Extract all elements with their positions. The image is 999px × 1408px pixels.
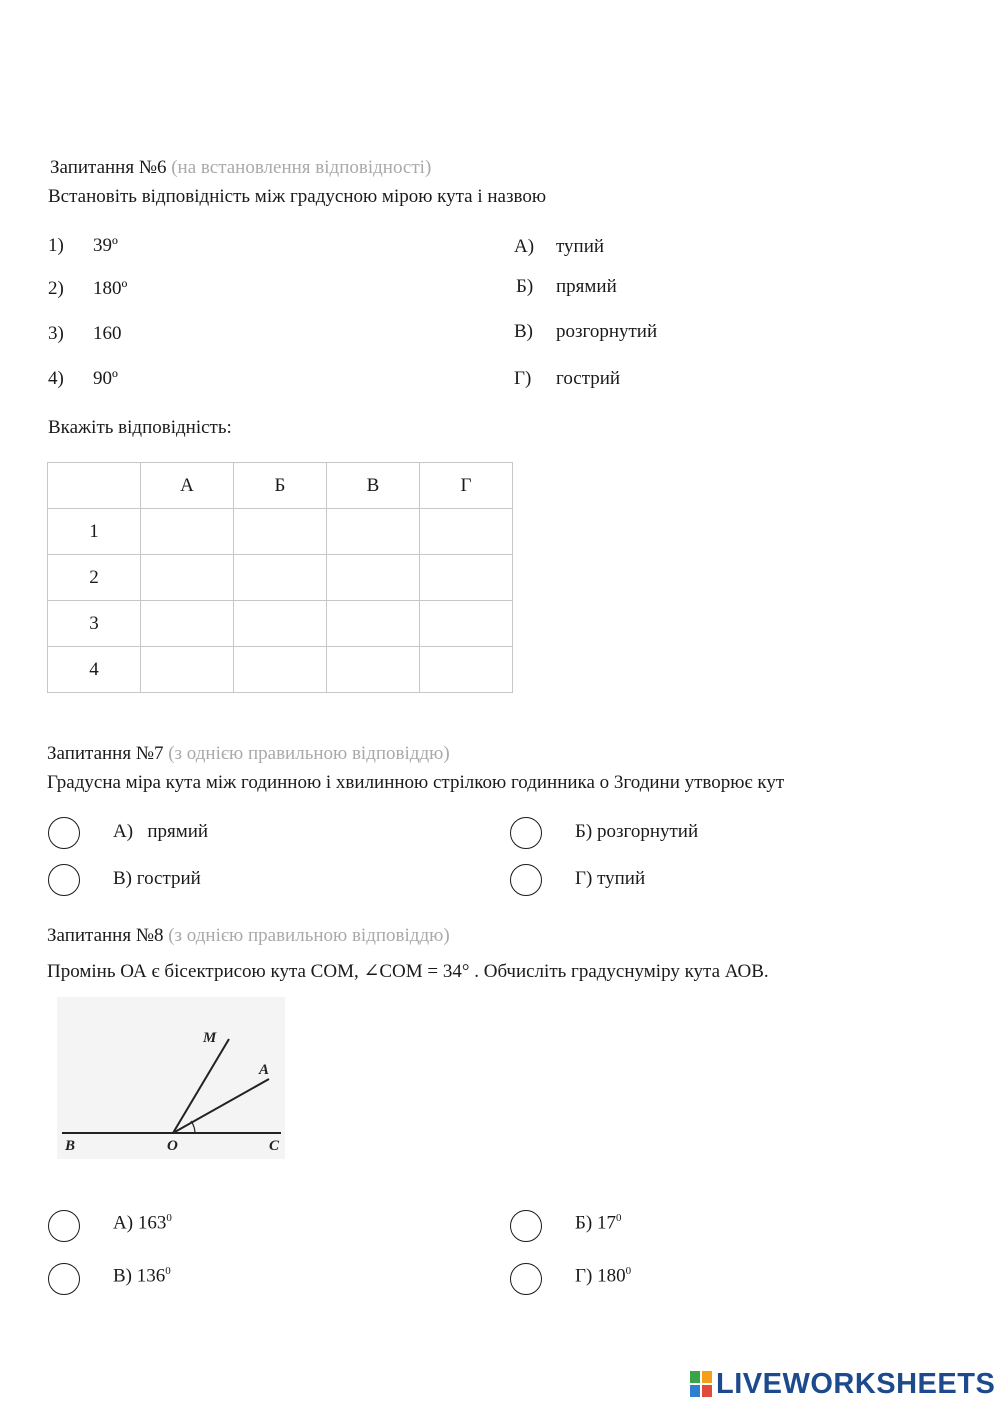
degree-sup: 0 [616, 1212, 622, 1224]
item-text: прямий [556, 276, 617, 297]
table-row [48, 601, 513, 647]
q7-option-g-radio[interactable] [510, 864, 542, 896]
option-text: тупий [597, 868, 646, 889]
answer-cell[interactable] [234, 509, 327, 555]
q6-hint: (на встановлення відповідності) [171, 157, 432, 178]
answer-cell[interactable] [141, 647, 234, 693]
answer-cell[interactable] [327, 647, 420, 693]
item-letter: А) [514, 236, 535, 257]
option-letter: А) [113, 1212, 134, 1234]
item-text: розгорнутий [556, 321, 658, 342]
q8-hint: (з однією правильною відповіддю) [168, 925, 450, 946]
answer-cell[interactable] [141, 601, 234, 647]
q6-title: Запитання №6 [50, 157, 167, 178]
q8-option-a-radio[interactable] [48, 1210, 80, 1242]
item-text: гострий [556, 368, 621, 389]
q8-option-a-label [113, 1212, 172, 1234]
logo-text: LIVEWORKSHEETS [716, 1367, 996, 1400]
q7-title: Запитання №7 [47, 743, 164, 764]
option-letter: В) [113, 868, 132, 889]
table-corner-cell [48, 463, 141, 509]
table-row [48, 509, 513, 555]
row-header: 2 [48, 555, 141, 601]
logo-blocks-icon [690, 1371, 712, 1397]
item-value: 160 [93, 323, 122, 344]
q8-option-g-label [575, 1265, 631, 1287]
answer-cell[interactable] [327, 555, 420, 601]
label-o: O [167, 1138, 178, 1154]
q7-prompt: Градусна міра кута між годинною і хвилинною стрілкою годинника о 3години утворює кут [47, 772, 785, 793]
angle-diagram [57, 997, 285, 1159]
col-header: В [327, 463, 420, 509]
q6-left-item-4 [48, 368, 118, 390]
q6-left-item-2 [48, 278, 128, 300]
q7-option-g-label [575, 868, 645, 890]
item-text: тупий [556, 236, 605, 257]
label-c: C [269, 1138, 280, 1154]
q7-option-a-label [113, 821, 208, 843]
q6-right-item-a [514, 236, 605, 258]
label-b: B [65, 1138, 76, 1154]
answer-cell[interactable] [141, 555, 234, 601]
option-value: 136 [136, 1265, 166, 1287]
degree-sup: 0 [165, 1265, 171, 1277]
option-value: 163 [137, 1212, 167, 1234]
option-letter: Г) [575, 1265, 593, 1287]
option-letter: В) [113, 1265, 132, 1287]
item-value: 39º [93, 235, 118, 256]
angle-figure [57, 997, 285, 1159]
q8-option-v-label [113, 1265, 171, 1287]
q6-match-table [47, 462, 513, 693]
q6-left-item-1 [48, 235, 118, 257]
q8-option-v-radio[interactable] [48, 1263, 80, 1295]
q6-instruction: Вкажіть відповідність: [48, 417, 232, 438]
q7-option-v-label [113, 868, 201, 890]
q8-title: Запитання №8 [47, 925, 164, 946]
item-letter: В) [514, 321, 533, 342]
option-letter: Б) [575, 1212, 593, 1234]
answer-cell[interactable] [420, 601, 513, 647]
q6-right-item-g [514, 368, 621, 390]
answer-cell[interactable] [141, 509, 234, 555]
q8-prompt: Промінь ОА є бісектрисою кута СОМ, ∠СОМ = 34° . Обчисліть градуснуміру кута АОВ. [47, 961, 769, 982]
item-value: 180º [93, 278, 128, 299]
label-a: A [259, 1062, 270, 1078]
q8-option-b-label [575, 1212, 622, 1234]
item-number: 3) [48, 323, 64, 344]
table-row [48, 647, 513, 693]
ray-oa [173, 1079, 269, 1133]
q7-heading [47, 743, 450, 765]
ray-om [173, 1039, 229, 1133]
q8-option-g-radio[interactable] [510, 1263, 542, 1295]
q7-option-b-label [575, 821, 698, 843]
item-number: 1) [48, 235, 64, 256]
col-header: А [141, 463, 234, 509]
q6-prompt: Встановіть відповідність між градусною мірою кута і назвою [48, 186, 547, 207]
item-number: 4) [48, 368, 64, 389]
q6-right-item-v [514, 321, 658, 343]
q7-hint: (з однією правильною відповіддю) [168, 743, 450, 764]
q7-option-b-radio[interactable] [510, 817, 542, 849]
row-header: 1 [48, 509, 141, 555]
item-value: 90º [93, 368, 118, 389]
q6-right-item-b [516, 276, 617, 298]
answer-cell[interactable] [234, 601, 327, 647]
answer-cell[interactable] [420, 509, 513, 555]
item-letter: Б) [516, 276, 534, 297]
item-number: 2) [48, 278, 64, 299]
answer-cell[interactable] [234, 555, 327, 601]
row-header: 3 [48, 601, 141, 647]
item-letter: Г) [514, 368, 532, 389]
option-text: гострий [136, 868, 201, 889]
option-letter: Б) [575, 821, 593, 842]
table-row [48, 555, 513, 601]
option-value: 17 [597, 1212, 616, 1234]
q7-option-v-radio[interactable] [48, 864, 80, 896]
q6-left-item-3 [48, 323, 122, 345]
degree-sup: 0 [625, 1265, 632, 1277]
col-header: Б [234, 463, 327, 509]
answer-cell[interactable] [327, 601, 420, 647]
option-text: розгорнутий [597, 821, 699, 842]
q8-option-b-radio[interactable] [510, 1210, 542, 1242]
q6-heading [50, 157, 431, 179]
option-text: прямий [147, 821, 209, 842]
q8-heading [47, 925, 450, 947]
liveworksheets-logo [690, 1367, 995, 1401]
option-letter: А) [113, 821, 134, 842]
answer-cell[interactable] [234, 647, 327, 693]
degree-sup: 0 [166, 1212, 172, 1224]
row-header: 4 [48, 647, 141, 693]
table-header-row [48, 463, 513, 509]
option-letter: Г) [575, 868, 593, 889]
q7-option-a-radio[interactable] [48, 817, 80, 849]
col-header: Г [420, 463, 513, 509]
answer-cell[interactable] [327, 509, 420, 555]
option-value: 180 [597, 1265, 626, 1287]
answer-cell[interactable] [420, 647, 513, 693]
label-m: M [203, 1030, 217, 1046]
answer-cell[interactable] [420, 555, 513, 601]
